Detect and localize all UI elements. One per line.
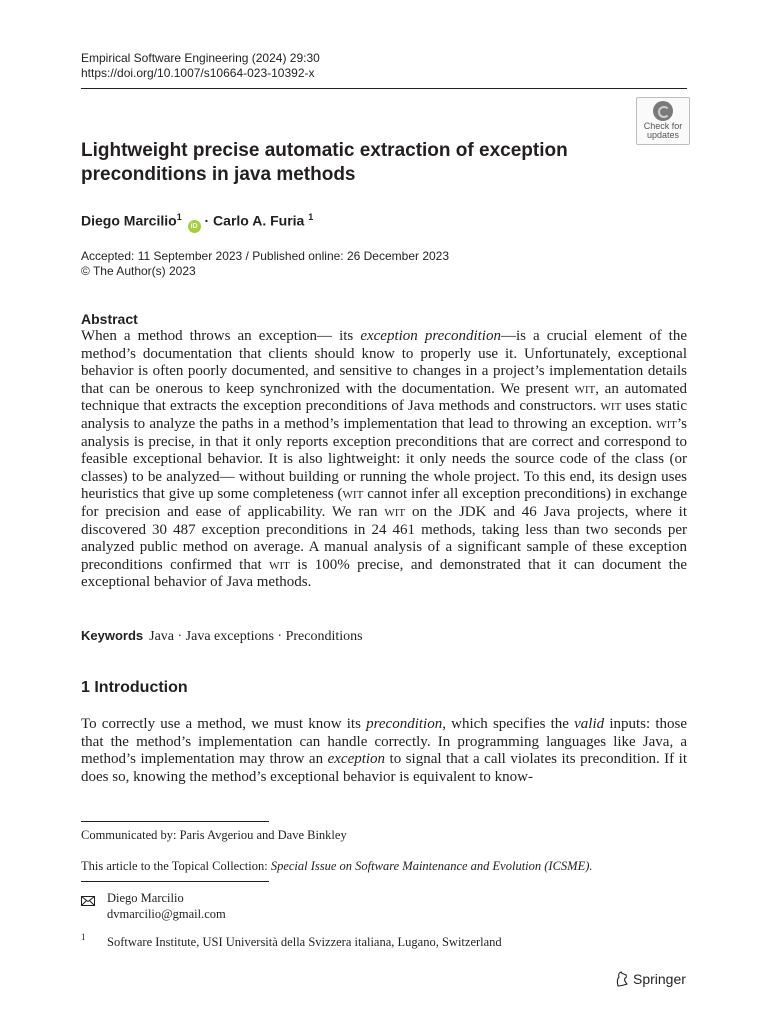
wit-name: wit bbox=[384, 503, 406, 520]
abstract-text: —is a crucial element of the method’s documentation that clients should know to properly use it. Unfortunately, exceptional behavior is often poorly documented, and sensitive to changes in a project’s implementation details that can be onerous to keep synchronized with the documentation. We present bbox=[81, 328, 687, 397]
wit-name: wit bbox=[342, 486, 364, 503]
author-2: Carlo A. Furia bbox=[213, 212, 309, 229]
publisher-logo bbox=[615, 971, 686, 990]
author-1: Diego Marcilio bbox=[81, 212, 177, 229]
author-2-affil: 1 bbox=[308, 212, 314, 222]
journal-header bbox=[81, 51, 320, 81]
contact-email[interactable]: dvmarcilio@gmail.com bbox=[107, 907, 226, 921]
doi-link[interactable]: https://doi.org/10.1007/s10664-023-10392-x bbox=[81, 66, 315, 80]
copyright-line: © The Author(s) 2023 bbox=[81, 264, 196, 278]
intro-emphasis: valid bbox=[574, 716, 605, 732]
springer-horse-icon bbox=[615, 971, 629, 990]
check-for-updates-badge[interactable] bbox=[636, 97, 690, 145]
header-rule bbox=[81, 88, 687, 89]
publication-dates bbox=[81, 249, 449, 279]
check-for-updates-icon bbox=[653, 101, 673, 121]
authors bbox=[81, 208, 313, 233]
intro-text: to signal that a call violates its precondition. If it does so, knowing the method’s exceptional behavior is equivalent to know- bbox=[81, 751, 688, 785]
intro-text: To correctly use a method, we must know its bbox=[81, 716, 367, 732]
author-separator: · bbox=[200, 212, 214, 229]
paper-title: Lightweight precise automatic extraction of exception preconditions in java methods bbox=[81, 140, 568, 185]
abstract-emphasis: exception precondition bbox=[360, 328, 501, 344]
abstract-text: is 100% precise, and demonstrated that it can document the exceptional behavior of Java methods. bbox=[81, 556, 687, 591]
publisher-name: Springer bbox=[633, 971, 686, 987]
envelope-icon bbox=[81, 893, 95, 903]
intro-emphasis: exception bbox=[327, 751, 386, 768]
orcid-icon[interactable]: iD bbox=[188, 220, 201, 233]
abstract-text: cannot infer all exception preconditions) in exchange for precision and ease of applicability. We ran bbox=[81, 486, 687, 520]
abstract-heading: Abstract bbox=[81, 311, 138, 327]
affiliation: Software Institute, USI Università della Svizzera italiana, Lugano, Switzerland bbox=[107, 935, 502, 949]
wit-name: wit bbox=[600, 398, 622, 415]
intro-emphasis: precondition bbox=[366, 716, 443, 732]
abstract-text: ’s analysis is precise, in that it only reports exception preconditions that are correct and correspond to feasible exceptional behavior. It is also lightweight: it only needs the source code of the class (or classes) to be analyzed— without building or running the whole project. To this end, its design uses heuristics that give up some completeness ( bbox=[81, 415, 687, 503]
intro-text: , which specifies the bbox=[442, 716, 575, 732]
keywords-label: Keywords bbox=[81, 628, 144, 643]
contact-block bbox=[107, 890, 226, 922]
abstract-text: uses static analysis to analyze the paths in a method’s implementation that lead to throwing an exception. bbox=[81, 398, 687, 432]
journal-citation: Empirical Software Engineering (2024) 29:30 bbox=[81, 51, 320, 65]
wit-name: wit bbox=[574, 380, 596, 397]
footnote-rule bbox=[81, 821, 269, 822]
footnote-rule bbox=[81, 881, 269, 882]
intro-text: inputs: those that the method’s implementation can handle correctly. In programming languages like Java, a method’s implementation may throw an bbox=[81, 716, 687, 768]
author-1-affil: 1 bbox=[176, 212, 182, 222]
wit-name: wit bbox=[656, 415, 677, 432]
affiliation-number: 1 bbox=[81, 932, 86, 942]
badge-line2: updates bbox=[646, 130, 680, 140]
abstract-body bbox=[81, 328, 687, 592]
collection-text: This article to the Topical Collection: bbox=[81, 859, 271, 873]
badge-line1: Check for bbox=[643, 121, 683, 131]
keywords-list: Java · Java exceptions · Preconditions bbox=[149, 629, 363, 644]
introduction-body bbox=[81, 716, 687, 786]
abstract-text: , an automated technique that extracts the exception preconditions of Java methods and constructors. bbox=[81, 380, 687, 415]
topical-collection bbox=[81, 858, 593, 874]
wit-name: wit bbox=[269, 556, 290, 573]
section-heading-introduction: 1 Introduction bbox=[81, 679, 188, 696]
communicated-by: Communicated by: Paris Avgeriou and Dave Binkley bbox=[81, 828, 347, 842]
contact-name: Diego Marcilio bbox=[107, 891, 184, 905]
abstract-text: on the JDK and 46 Java projects, where it discovered 30 487 exception preconditions in 24 461 methods, taking less than two seconds per analyzed public method on average. A manual analysis of a significant sample of these exception preconditions confirmed that bbox=[81, 503, 688, 573]
collection-title: Special Issue on Software Maintenance and Evolution (ICSME). bbox=[270, 859, 593, 873]
dates-line: Accepted: 11 September 2023 / Published online: 26 December 2023 bbox=[81, 249, 450, 263]
keywords bbox=[81, 627, 363, 646]
abstract-text: When a method throws an exception— its bbox=[81, 328, 361, 344]
